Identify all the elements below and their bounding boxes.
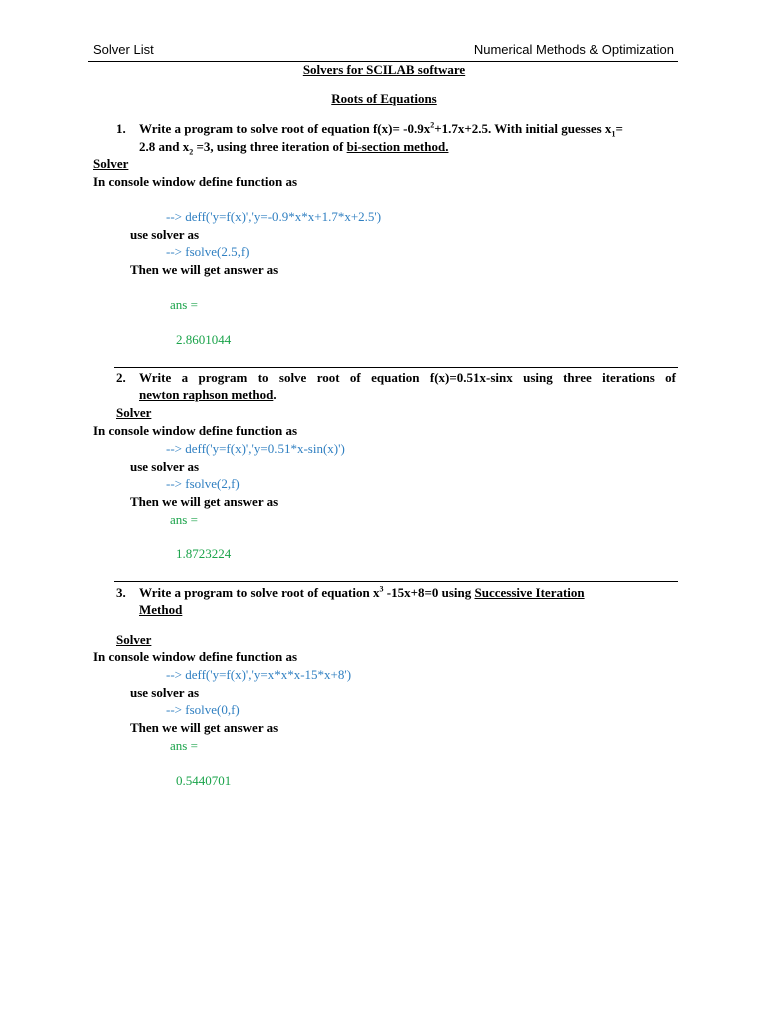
problem-3-then-text: Then we will get answer as (130, 720, 279, 735)
problem-1-use-solver: use solver as (130, 227, 200, 242)
problem-2-define-text: In console window define function as (93, 423, 298, 438)
problem-2-line-1: Write a program to solve root of equation f(x)=0.51x-sinx using three iterations of (139, 370, 676, 385)
problem-2-fsolve-code: --> fsolve(2,f) (166, 476, 240, 491)
problem-3-ans-label: ans = (170, 738, 198, 753)
divider-2 (114, 581, 678, 582)
problem-3-solver-label: Solver (116, 632, 152, 647)
section-title: Roots of Equations (331, 91, 437, 106)
header-left: Solver List (93, 42, 154, 57)
problem-3-ans-value: 0.5440701 (176, 773, 232, 788)
problem-3-use-solver: use solver as (130, 685, 200, 700)
problem-3-number: 3. (116, 585, 126, 600)
problem-3-method-a: Successive Iteration (474, 585, 585, 600)
problem-1-deff-code: --> deff('y=f(x)','y=-0.9*x*x+1.7*x+2.5') (166, 209, 382, 224)
divider-1 (114, 367, 678, 368)
problem-1-ans-value: 2.8601044 (176, 332, 232, 347)
problem-1-define-text: In console window define function as (93, 174, 298, 189)
document-title: Solvers for SCILAB software (302, 62, 466, 77)
problem-2-solver-label: Solver (116, 405, 152, 420)
problem-2-then-text: Then we will get answer as (130, 494, 279, 509)
problem-2-ans-label: ans = (170, 512, 198, 527)
problem-2-method: newton raphson method (139, 387, 274, 402)
problem-1-method: bi-section method. (346, 139, 449, 154)
problem-1-number: 1. (116, 121, 126, 136)
problem-3-method-b: Method (139, 602, 183, 617)
problem-1-fsolve-code: --> fsolve(2.5,f) (166, 244, 250, 259)
problem-3-deff-code: --> deff('y=f(x)','y=x*x*x-15*x+8') (166, 667, 352, 682)
problem-3-fsolve-code: --> fsolve(0,f) (166, 702, 240, 717)
problem-3-define-text: In console window define function as (93, 649, 298, 664)
problem-1-ans-label: ans = (170, 297, 198, 312)
problem-1-solver-label: Solver (93, 156, 129, 171)
problem-1-line-1: Write a program to solve root of equation $f(x)= -0.9x^2+1.7x+2.5$. With initial guesses $x_1=$ (139, 120, 623, 139)
problem-2-number: 2. (116, 370, 126, 385)
problem-2-ans-value: 1.8723224 (176, 546, 232, 561)
problem-2-use-solver: use solver as (130, 459, 200, 474)
problem-1-then-text: Then we will get answer as (130, 262, 279, 277)
header-right: Numerical Methods & Optimization (473, 42, 674, 57)
problem-3-line-1: Write a program to solve root of equation $x^3$ -15x+8=0 using Successive Iteration (139, 584, 585, 600)
problem-2-deff-code: --> deff('y=f(x)','y=0.51*x-sin(x)') (166, 441, 345, 456)
